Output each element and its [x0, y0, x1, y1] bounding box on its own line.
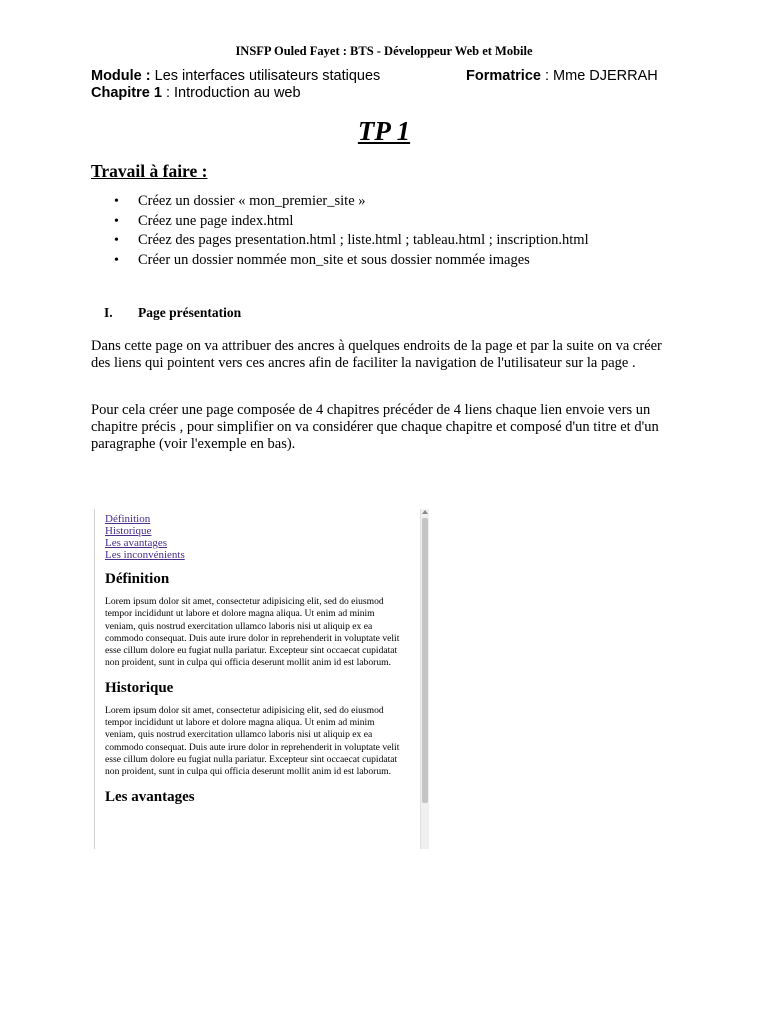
- list-item: • Créer un dossier nommée mon_site et sous dossier nommée images: [110, 251, 589, 271]
- example-scrollbar[interactable]: [420, 509, 429, 849]
- example-screenshot: [94, 509, 429, 849]
- list-item: • Créez des pages presentation.html ; liste.html ; tableau.html ; inscription.html: [110, 231, 589, 251]
- module-value: Les interfaces utilisateurs statiques: [150, 68, 381, 84]
- todo-list: [110, 192, 589, 270]
- chapitre-label: Chapitre 1: [91, 85, 162, 101]
- example-text-historique: Lorem ipsum dolor sit amet, consectetur adipisicing elit, sed do eiusmod tempor incididunt ut labore et dolore magna aliqua. Ut enim ad minim veniam, quis nostrud exercitation ullamco laboris nisi ut aliquip ex ea commodo consequat. Duis aute irure dolor in reprehenderit in voluptate velit esse cillum dolore eu fugiat nulla pariatur. Excepteur sint occaecat cupidatat non proident, sunt in culpa qui officia deserunt mollit anim id est laborum.: [105, 704, 400, 778]
- formatrice-value: : Mme DJERRAH: [540, 68, 658, 84]
- example-link-definition[interactable]: Définition: [105, 513, 151, 525]
- section-number: I.: [104, 305, 113, 320]
- scroll-thumb[interactable]: [422, 518, 428, 803]
- example-link-inconvenients[interactable]: Les inconvénients: [105, 549, 185, 561]
- example-text-definition: Lorem ipsum dolor sit amet, consectetur adipisicing elit, sed do eiusmod tempor incididunt ut labore et dolore magna aliqua. Ut enim ad minim veniam, quis nostrud exercitation ullamco laboris nisi ut aliquip ex ea commodo consequat. Duis aute irure dolor in reprehenderit in voluptate velit esse cillum dolore eu fugiat nulla pariatur. Excepteur sint occaecat cupidatat non proident, sunt in culpa qui officia deserunt mollit anim id est laborum.: [105, 596, 400, 669]
- institution-header: INSFP Ouled Fayet : BTS - Développeur Web et Mobile: [235, 44, 533, 58]
- list-item: • Créez une page index.html: [110, 212, 589, 232]
- example-heading-historique: Historique: [105, 679, 174, 696]
- page-title: TP 1: [357, 116, 411, 146]
- todo-heading: Travail à faire :: [91, 161, 208, 181]
- example-heading-avantages: Les avantages: [105, 788, 195, 805]
- scroll-up-arrow-icon[interactable]: [422, 510, 428, 514]
- example-heading-definition: Définition: [105, 571, 170, 587]
- example-content: [105, 513, 405, 814]
- paragraph: Dans cette page on va attribuer des ancres à quelques endroits de la page et par la suite on va créer des liens qui pointent vers ces ancres afin de faciliter la navigation de l'utilisateur sur la page .: [91, 338, 662, 371]
- section-title: Page présentation: [138, 305, 242, 320]
- module-label: Module :: [91, 68, 151, 84]
- section-heading: [104, 305, 241, 321]
- formatrice-line: [466, 68, 658, 84]
- chapitre-value: : Introduction au web: [161, 85, 301, 101]
- paragraph: Pour cela créer une page composée de 4 chapitres précéder de 4 liens chaque lien envoie vers un chapitre précis , pour simplifier on va considérer que chaque chapitre et composé d'un titre et d'un paragraphe (voir l'exemple en bas).: [91, 402, 659, 452]
- formatrice-label: Formatrice: [466, 68, 541, 84]
- example-link-avantages[interactable]: Les avantages: [105, 537, 167, 549]
- chapitre-line: [91, 85, 691, 101]
- example-link-historique[interactable]: Historique: [105, 525, 152, 537]
- list-item: • Créez un dossier « mon_premier_site »: [110, 192, 589, 212]
